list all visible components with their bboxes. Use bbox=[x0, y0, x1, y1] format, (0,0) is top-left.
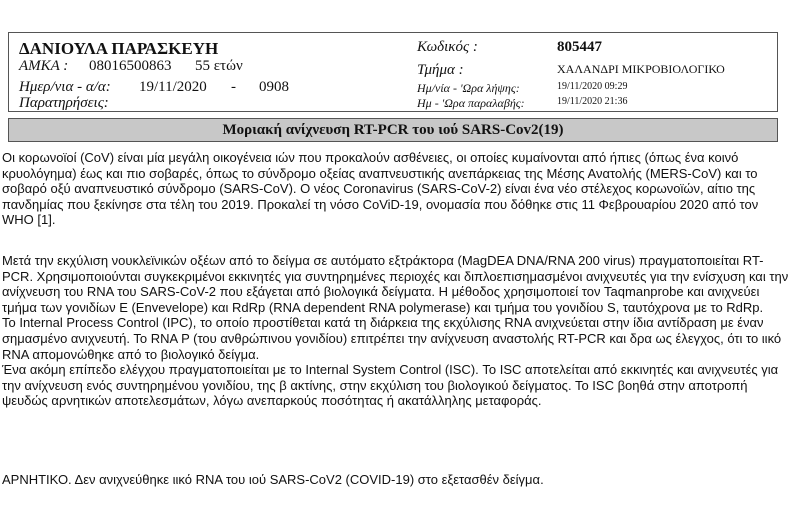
date-separator: - bbox=[231, 79, 236, 95]
delivered-label: Ημ - 'Ωρα παραλαβής: bbox=[417, 96, 525, 110]
amka-value: 08016500863 bbox=[89, 58, 172, 74]
method-paragraph-1: Μετά την εκχύλιση νουκλεϊνικών οξέων από το δείγμα σε αυτόματο εξτράκτορα (MagDEA DNA/RNA 200 virus) πραγματοποιείται RT-PCR. Χρησιμοποιούνται συγκεκριμένοι εκκινητές για συντηρημένες περιοχές και διπλοεπισημασμένοι ανιχνευτές για την ενίσχυση και την ανίχνευση του RNA του SARS-CoV-2 που εξάγεται από βιολογικά δείγματα. Η μέθοδος χρησιμοποιεί τον Taqmanprobe και ανιχνεύει τμήμα των γονιδίων E (Envevelope) και RdRp (RNA dependent RNA polymerase) και τμήμα του γονιδίου S, ταυτόχρονα με το RdRp. bbox=[2, 253, 789, 315]
amka-label: ΑΜΚΑ : bbox=[19, 58, 69, 74]
serial-number: 0908 bbox=[259, 79, 289, 95]
code-value: 805447 bbox=[557, 39, 602, 55]
test-title: Μοριακή ανίχνευση RT-PCR του ιού SARS-Cov2(19) bbox=[8, 118, 778, 142]
patient-name: ΔΑΝΙΟΥΛΑ ΠΑΡΑΣΚΕΥΗ bbox=[19, 39, 219, 58]
department-label: Τμήμα : bbox=[417, 62, 464, 78]
method-section bbox=[2, 253, 792, 409]
date-label: Ημερ/νια - α/α: bbox=[19, 79, 111, 95]
method-paragraph-3: Ένα ακόμη επίπεδο ελέγχου πραγματοποιείται με το Internal System Control (ISC). Το ISC αποτελείται από εκκινητές και ανιχνευτές για την ανίχνευση ενός συντηρημένου γονιδίου, της β ακτίνης, στην εκχύλιση του βιολογικού δείγματος. Το ISC βοηθά στην αποτροπή ψευδώς αρνητικών αποτελεσμάτων, λόγω ανεπαρκούς ποσότητας ή ακατάλληλης μεταφοράς. bbox=[2, 362, 779, 409]
code-label: Κωδικός : bbox=[417, 39, 478, 55]
intro-paragraph: Οι κορωνοϊοί (CoV) είναι μία μεγάλη οικογένεια ιών που προκαλούν ασθένειες, οι οποίες κυμαίνονται από ήπιες (όπως ένα κοινό κρυολόγημα) έως και πιο σοβαρές, όπως το σύνδρομο οξείας αναπνευστικής ανεπάρκειας της Μέσης Ανατολής (MERS-CoV) και το σοβαρό οξύ αναπνευστικό σύνδρομο (SARS-CoV). Ο νέος Coronavirus (SARS-CoV-2) είναι ένα νέο στέλεχος κορωνοϊών, αίτιο της πανδημίας που ξεκίνησε στα τέλη του 2019. Προκαλεί τη νόσο CoViD-19, ονομασία που δόθηκε στις 11 Φεβρουαρίου 2020 από τον WHO [1]. bbox=[2, 150, 759, 228]
result-text: ΑΡΝΗΤΙΚΟ. Δεν ανιχνεύθηκε ιικό RNA του ιού SARS-CoV2 (COVID-19) στο εξετασθέν δείγμα. bbox=[2, 472, 544, 487]
received-label: Ημ/νία - 'Ωρα λήψης: bbox=[417, 81, 520, 95]
observations-label: Παρατηρήσεις: bbox=[19, 95, 109, 111]
department-value: ΧΑΛΑΝΔΡΙ ΜΙΚΡΟΒΙΟΛΟΓΙΚΟ bbox=[557, 62, 725, 76]
patient-age: 55 ετών bbox=[195, 58, 243, 74]
date-value: 19/11/2020 bbox=[139, 79, 207, 95]
delivered-value: 19/11/2020 21:36 bbox=[557, 96, 628, 107]
method-paragraph-2: To Internal Process Control (IPC), το οποίο προστίθεται κατά τη διάρκεια της εκχύλισης RNA ανιχνεύεται στην ίδια αντίδραση με έναν σημασμένο ανιχνευτή. Το RNA P (του ανθρώπινου γονιδίου) επιτρέπει την ανίχνευση αναστολής RT-PCR και δρα ως έλεγχος, ότι το ιικό RNA απομονώθηκε από το βιολογικό δείγμα. bbox=[2, 315, 782, 362]
received-value: 19/11/2020 09:29 bbox=[557, 81, 628, 92]
patient-header bbox=[8, 32, 778, 112]
